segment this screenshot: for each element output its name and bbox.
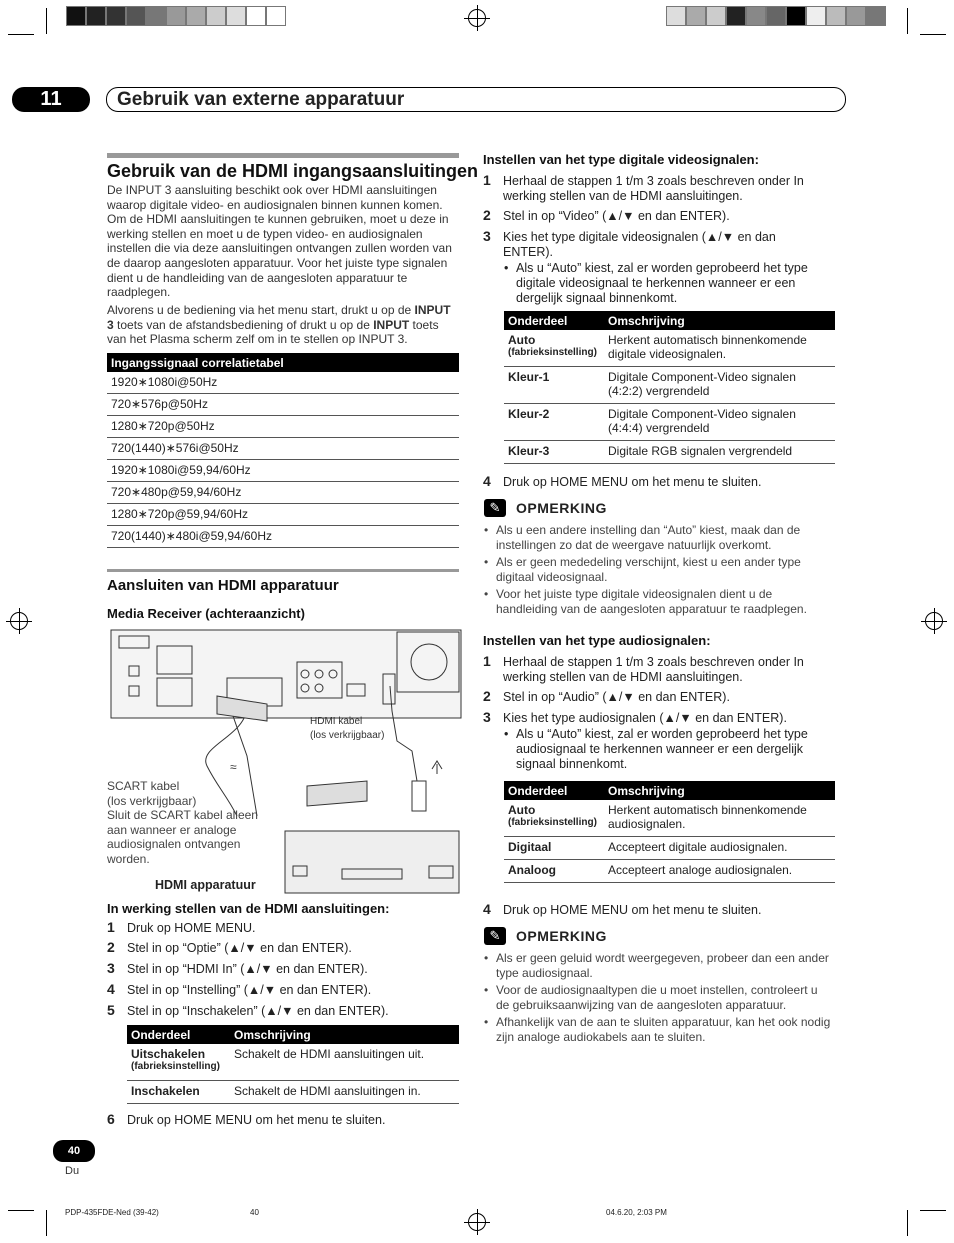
correlation-table-header: Ingangssignaal correlatietabel [107, 353, 459, 372]
video-bullet: • Als u “Auto” kiest, zal er worden geprobeerd het type digitale videosignaal te herkennen wanneer er een dergelijk signaal binnenkomt. [504, 261, 834, 308]
audio-heading: Instellen van het type audiosignalen: [483, 633, 711, 648]
section-divider [107, 153, 459, 158]
table-row: Analoog Accepteert analoge audiosignalen. [504, 860, 835, 883]
footer-file: PDP-435FDE-Ned (39-42) [65, 1208, 159, 1217]
audio-bullet: • Als u “Auto” kiest, zal er worden geprobeerd het type audiosignaal te herkennen wanneer er een dergelijk signaal binnenkomt. [504, 727, 834, 774]
table-row: 1920∗1080i@50Hz [107, 372, 459, 394]
table-row: 720(1440)∗480i@59,94/60Hz [107, 526, 459, 548]
activate-heading: In werking stellen van de HDMI aansluitingen: [107, 901, 390, 916]
table-row: Inschakelen Schakelt de HDMI aansluitingen in. [127, 1081, 459, 1104]
footer-date: 04.6.20, 2:03 PM [606, 1208, 667, 1217]
list-item: • Voor de audiosignaaltypen die u moet instellen, controleert u de gebruiksaanwijzing van de aangesloten apparatuur. [484, 983, 834, 1013]
diagram-title: Media Receiver (achteraanzicht) [107, 606, 305, 621]
registration-mark-icon [10, 612, 28, 630]
table-row: 720∗480p@59,94/60Hz [107, 482, 459, 504]
chapter-title: Gebruik van externe apparatuur [106, 87, 846, 112]
table-row: 1280∗720p@50Hz [107, 416, 459, 438]
table-row: Kleur-1 Digitale Component-Video signalen (4:2:2) vergrendeld [504, 367, 835, 404]
list-item: • Als er geen geluid wordt weergegeven, probeer dan een ander type audiosignaal. [484, 951, 834, 981]
registration-mark-icon [468, 1213, 486, 1231]
note-list [484, 523, 834, 619]
registration-mark-icon [925, 612, 943, 630]
section-divider [107, 569, 459, 572]
note-list [484, 951, 834, 1047]
pencil-icon: ✎ [484, 927, 506, 945]
chapter-number: 11 [12, 87, 90, 112]
hdmi-setting-table: Onderdeel Omschrijving Uitschakelen (fabrieksinstelling) Schakelt de HDMI aansluitingen uit. Inschakelen Schakelt de HDMI aansluitingen in. [127, 1025, 459, 1104]
footer-page: 40 [250, 1208, 259, 1217]
video-heading: Instellen van het type digitale videosignalen: [483, 152, 759, 167]
crop-mark [46, 8, 47, 34]
note-header: ✎ OPMERKING [484, 499, 607, 517]
registration-mark-icon [468, 9, 486, 27]
table-row: Uitschakelen (fabrieksinstelling) Schakelt de HDMI aansluitingen uit. [127, 1044, 459, 1081]
crop-mark [8, 1210, 34, 1211]
svg-text:≈: ≈ [230, 760, 237, 774]
intro-paragraph: De INPUT 3 aansluiting beschikt ook over HDMI aansluitingen waarop digitale video- en audiosignalen binnen kunnen komen. Om de HDMI aansluitingen te kunnen gebruiken, moet u deze in werking stellen en moet u de typen video- en audiosignalen instellen die via deze aansluitingen ontvangen zullen worden van de daarop aangesloten apparatuur. Voor het juiste type signalen dient u de handleiding van de aangesloten apparatuur te raadplegen. [107, 183, 452, 300]
scart-cable-label: SCART kabel (los verkrijgbaar) Sluit de SCART kabel alleen aan wanneer er analoge audiosignalen ontvangen worden. [107, 779, 258, 866]
audio-type-table: Onderdeel Omschrijving Auto (fabrieksinstelling) Herkent automatisch binnenkomende audiosignalen. Digitaal Accepteert digitale audiosignalen. Analoog Accepteert analoge audiosignalen. [504, 781, 835, 883]
list-item: • Voor het juiste type digitale videosignalen dient u de handleiding van de aangesloten apparatuur te raadplegen. [484, 587, 834, 617]
section-heading: Gebruik van de HDMI ingangsaansluitingen [107, 161, 479, 181]
table-row: 1920∗1080i@59,94/60Hz [107, 460, 459, 482]
hdmi-device-label: HDMI apparatuur [155, 878, 256, 892]
table-row: 720∗576p@50Hz [107, 394, 459, 416]
table-row: Kleur-3 Digitale RGB signalen vergrendeld [504, 441, 835, 464]
color-bar-grayscale [66, 6, 286, 26]
crop-mark [8, 34, 34, 35]
intro-paragraph-2: Alvorens u de bediening via het menu start, drukt u op de INPUT 3 toets van de afstandsbediening of drukt u op de INPUT toets van het Plasma scherm zelf om in te stellen op INPUT 3. [107, 303, 451, 347]
list-item: • Afhankelijk van de aan te sluiten apparatuur, kan het ook nodig zijn analoge audiokabels aan te sluiten. [484, 1015, 834, 1045]
table-row: Kleur-2 Digitale Component-Video signalen (4:4:4) vergrendeld [504, 404, 835, 441]
list-item: • Als er geen mededeling verschijnt, kiest u een ander type digitaal videosignaal. [484, 555, 834, 585]
table-row: Auto (fabrieksinstelling) Herkent automatisch binnenkomende digitale videosignalen. [504, 330, 835, 367]
language-code: Du [65, 1165, 80, 1177]
table-row: Auto (fabrieksinstelling) Herkent automatisch binnenkomende audiosignalen. [504, 800, 835, 837]
page-number: 40 [53, 1140, 95, 1162]
crop-mark [907, 8, 908, 34]
crop-mark [46, 1210, 47, 1236]
table-row: 1280∗720p@59,94/60Hz [107, 504, 459, 526]
video-type-table: Onderdeel Omschrijving Auto (fabrieksinstelling) Herkent automatisch binnenkomende digitale videosignalen. Kleur-1 Digitale Component-Video signalen (4:2:2) vergrendeld Kleur-2 Digitale Component-Video signalen (4:4:4) vergrendeld Kleur-3 Digitale RGB signalen vergrendeld [504, 311, 835, 464]
crop-mark [907, 1210, 908, 1236]
correlation-table [107, 353, 459, 548]
table-row: Digitaal Accepteert digitale audiosignalen. [504, 837, 835, 860]
note-header: ✎ OPMERKING [484, 927, 607, 945]
crop-mark [920, 34, 946, 35]
table-row: 720(1440)∗576i@50Hz [107, 438, 459, 460]
pencil-icon: ✎ [484, 499, 506, 517]
list-item: • Als u een andere instelling dan “Auto” kiest, maak dan de instellingen zo dat de weergave natuurlijk overkomt. [484, 523, 834, 553]
crop-mark [920, 1210, 946, 1211]
connect-heading: Aansluiten van HDMI apparatuur [107, 577, 339, 594]
color-bar-tones [666, 6, 886, 26]
hdmi-cable-label: HDMI kabel (los verkrijgbaar) [310, 716, 385, 741]
